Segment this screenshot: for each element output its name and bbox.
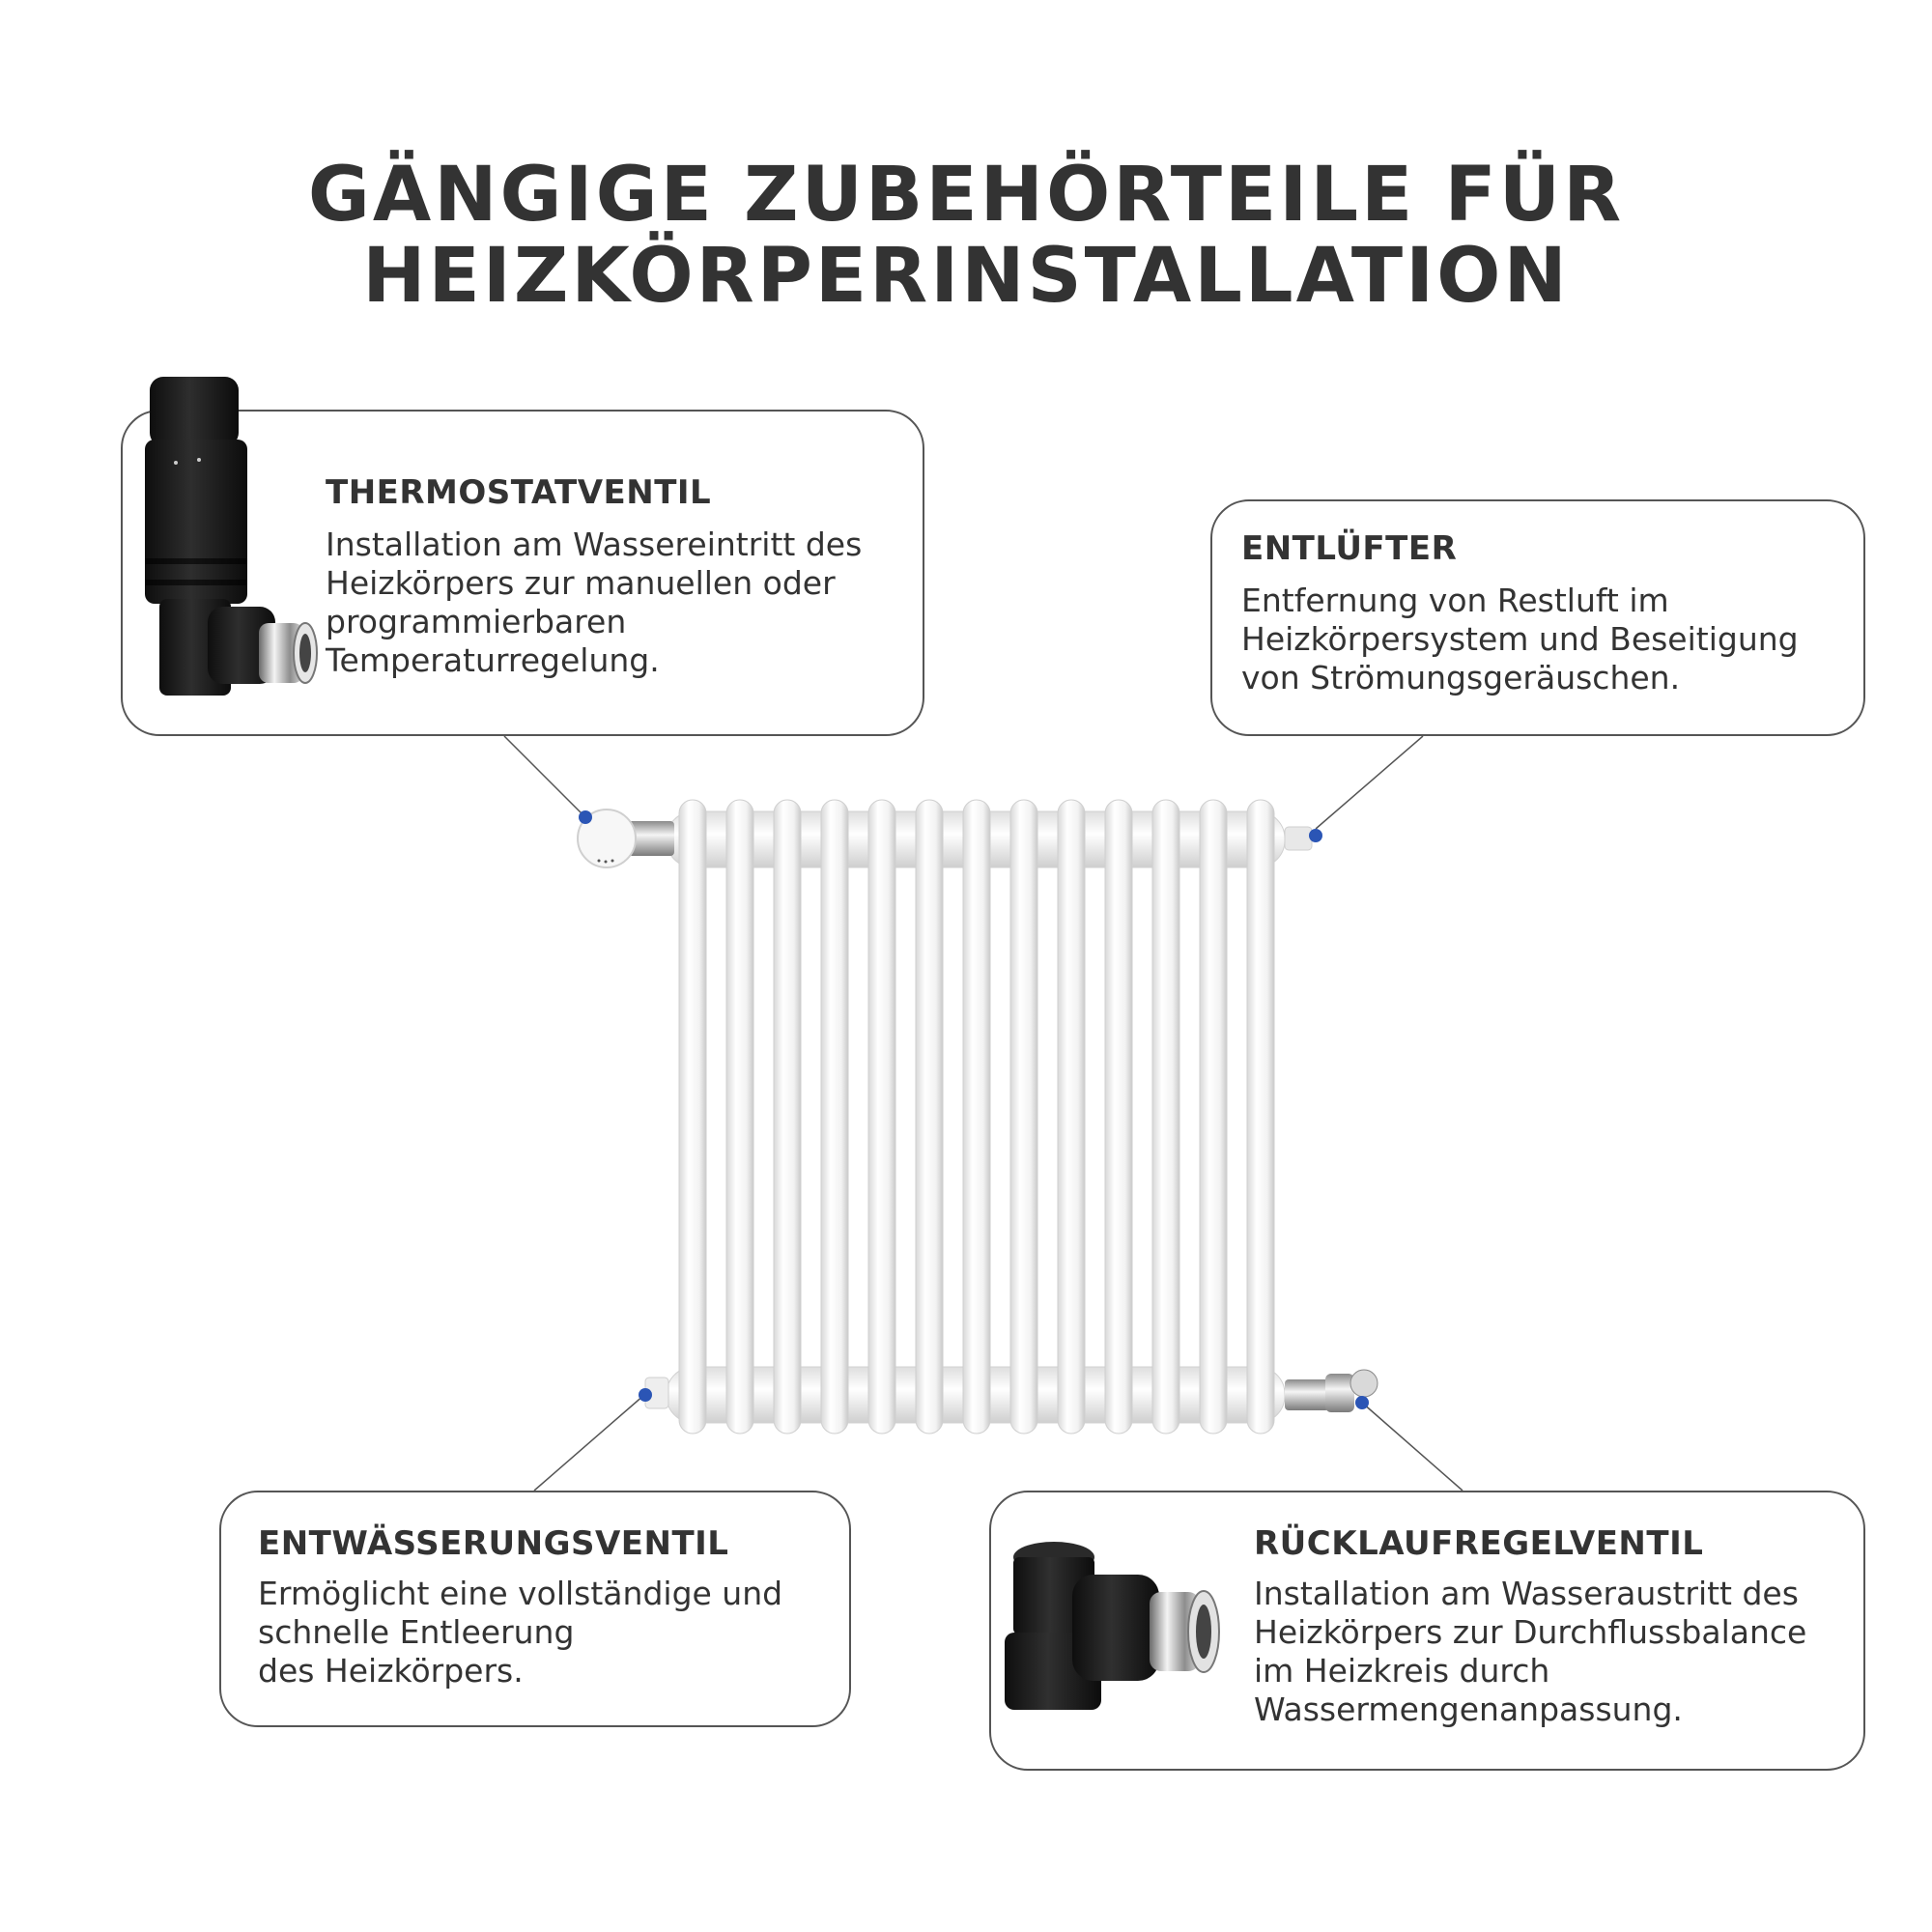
- page-title-line-2: HEIZKÖRPERINSTALLATION: [362, 233, 1570, 320]
- connector-dot-vent: [1309, 829, 1322, 842]
- card-description-thermostat: Installation am Wassereintritt des Heizkörpers zur manuellen oder programmierbaren Temperaturregelung.: [326, 526, 863, 679]
- card-title-vent: ENTLÜFTER: [1241, 529, 1458, 568]
- card-description-return-valve: Installation am Wasseraustritt des Heizkörpers zur Durchflussbalance im Heizkreis durch Wassermengenanpassung.: [1254, 1575, 1807, 1728]
- card-title-thermostat: THERMOSTATVENTIL: [326, 473, 712, 512]
- card-description-drain: Ermöglicht eine vollständige und schnelle Entleerung des Heizkörpers.: [258, 1575, 783, 1690]
- card-title-drain: ENTWÄSSERUNGSVENTIL: [258, 1524, 729, 1563]
- card-description-vent: Entfernung von Restluft im Heizkörpersystem und Beseitigung von Strömungsgeräuschen.: [1241, 582, 1799, 696]
- card-title-return-valve: RÜCKLAUFREGELVENTIL: [1254, 1524, 1704, 1563]
- connector-dot-thermostat: [579, 810, 592, 824]
- radiator-tubes: [679, 800, 1274, 1434]
- radiator-thermostat-head-icon: [578, 810, 674, 867]
- connector-dot-drain: [639, 1388, 652, 1402]
- connector-dot-return: [1355, 1396, 1369, 1409]
- page-title-line-1: GÄNGIGE ZUBEHÖRTEILE FÜR: [307, 152, 1625, 239]
